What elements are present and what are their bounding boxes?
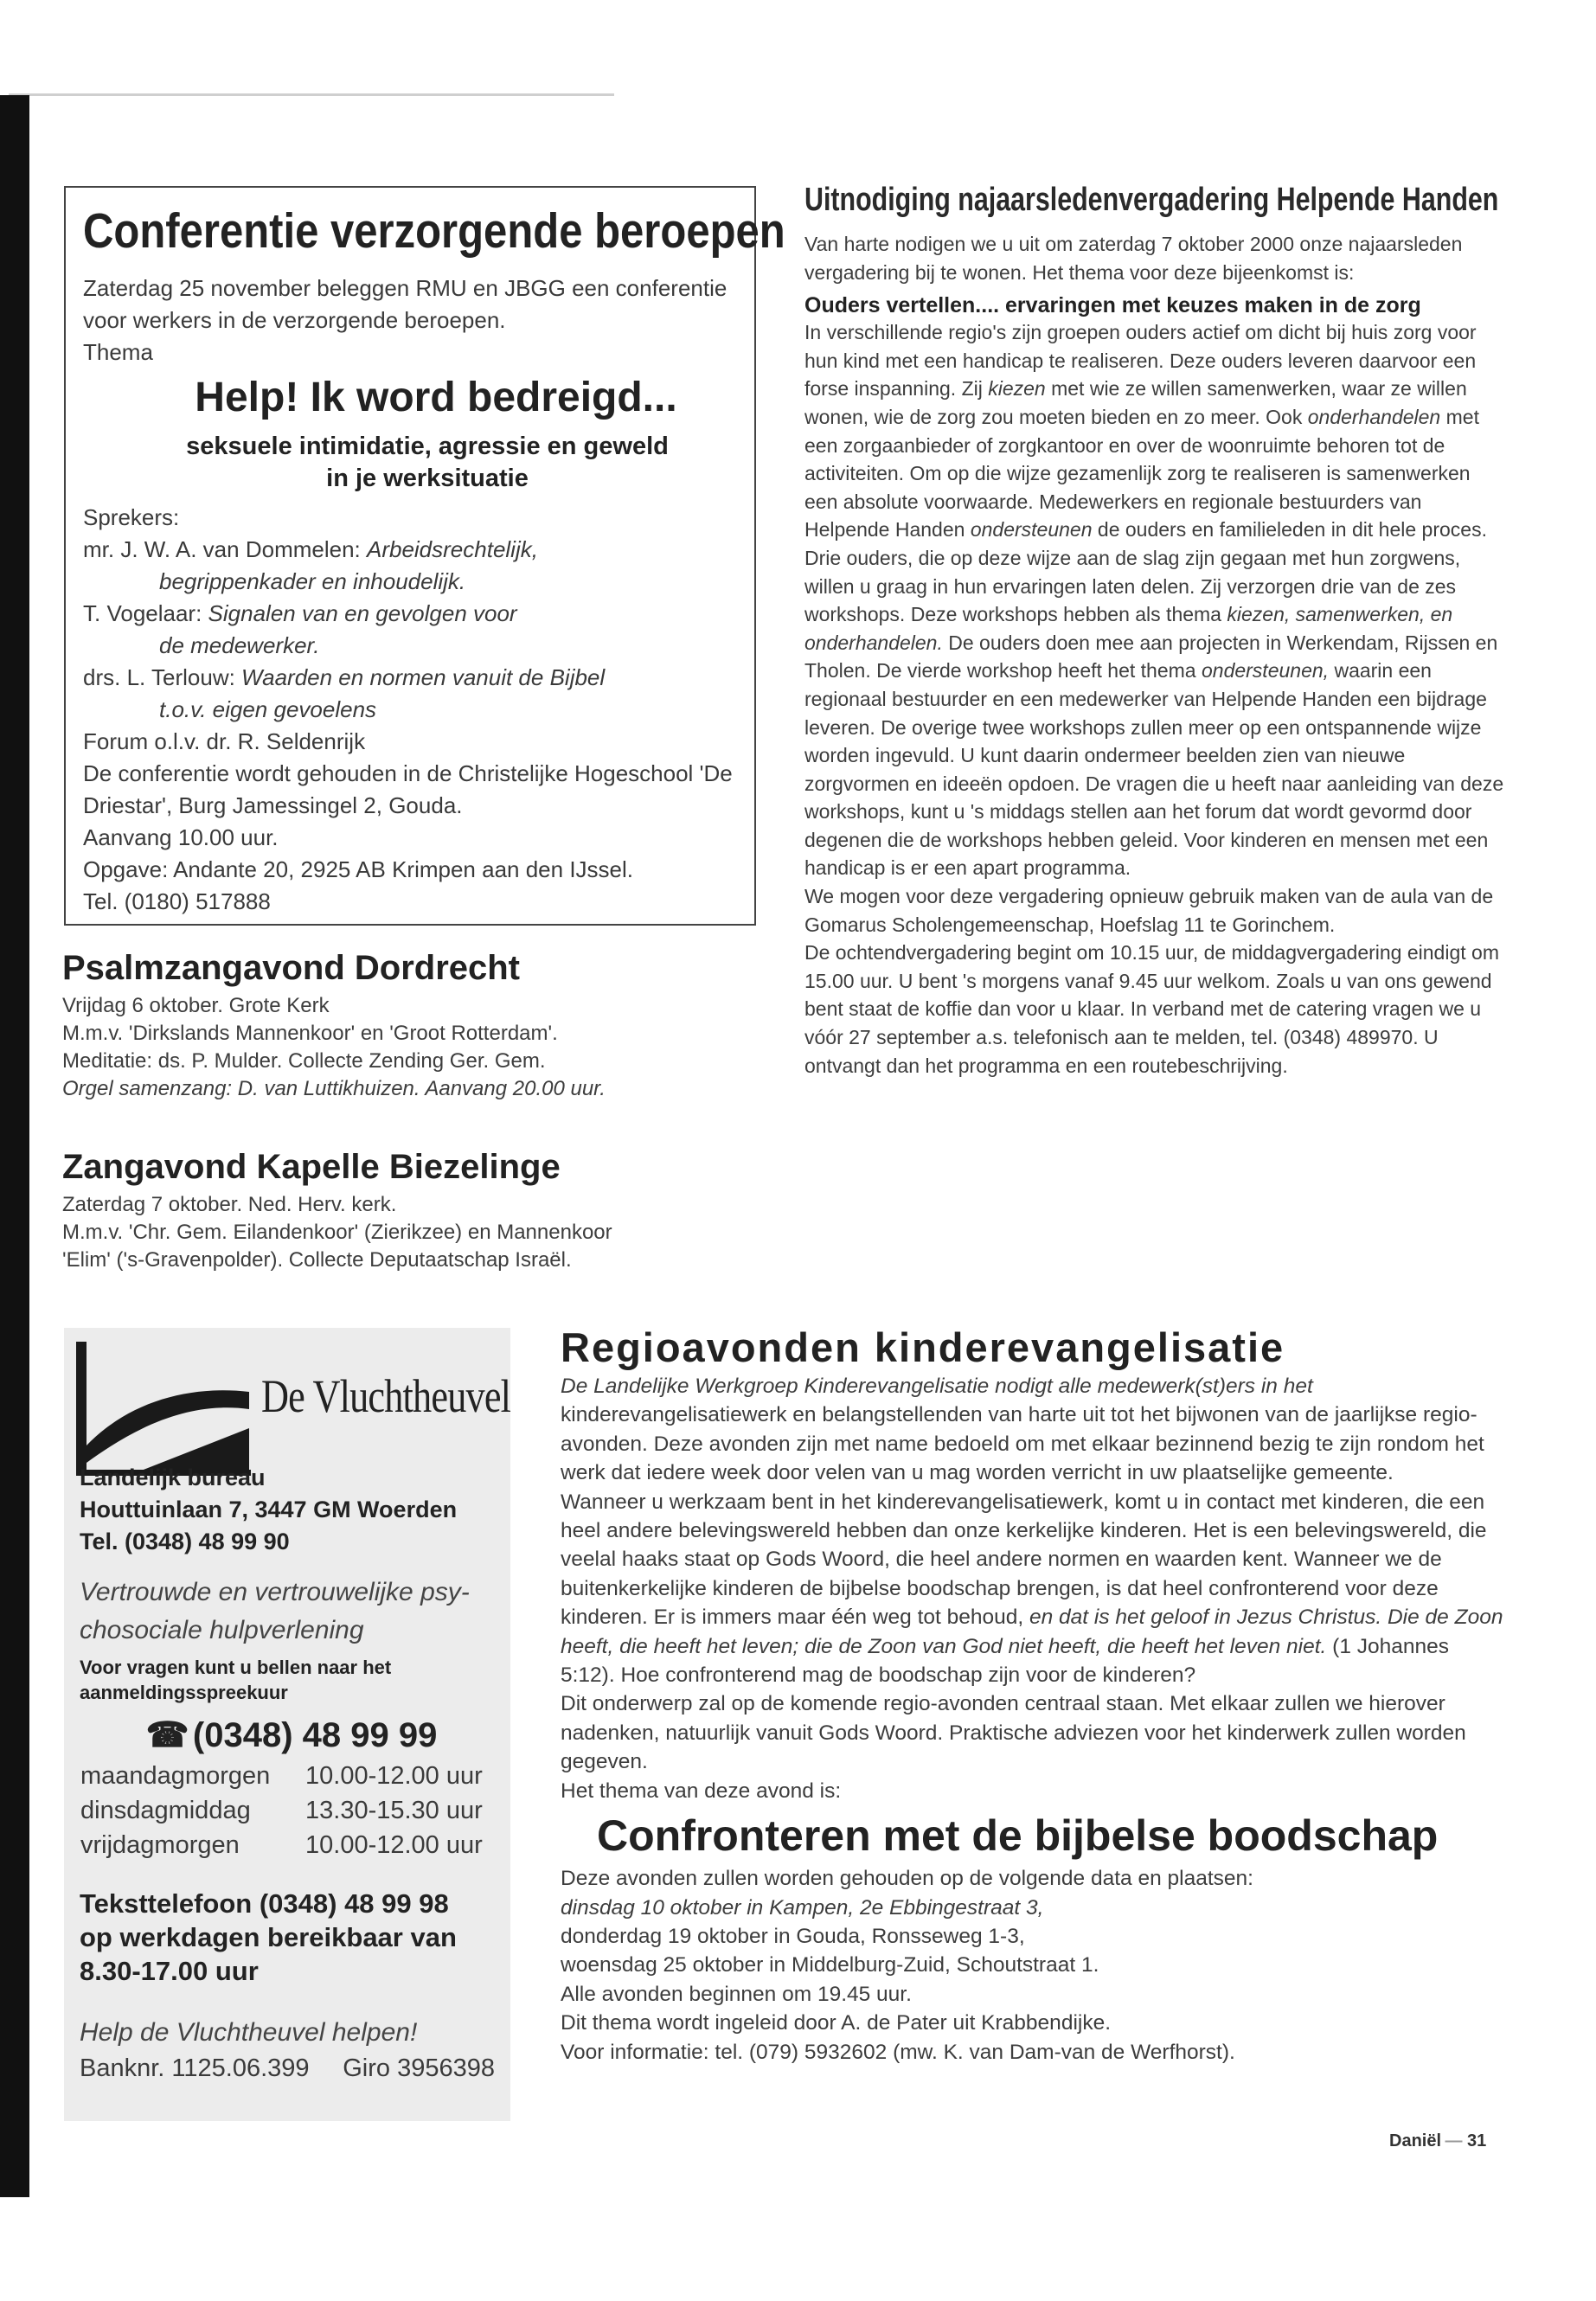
speaker-3 [83,662,737,694]
speaker-topic: Arbeidsrechtelijk, [366,536,538,562]
hours-time: 13.30-15.30 uur [305,1797,483,1824]
psalm-section [62,947,754,1103]
hours-time: 10.00-12.00 uur [305,1831,483,1859]
speaker-name: drs. L. Terlouw: [83,664,242,690]
regio-paragraph-4: Het thema van deze avond is: [561,1779,842,1803]
vluchtheuvel-tekst-3: 8.30-17.00 uur [80,1956,259,1986]
text-run: ondersteunen, [1201,659,1330,683]
hours-day: vrijdagmorgen [80,1831,240,1859]
speaker-1 [83,534,737,566]
conference-start: Aanvang 10.00 uur. [83,824,279,850]
psalm-line-3: Meditatie: ds. P. Mulder. Collecte Zending Ger. Gem. [62,1049,546,1073]
regio-dates-intro: Deze avonden zullen worden gehouden op de volgende data en plaatsen: [561,1867,1253,1891]
page-footer [1389,2131,1486,2151]
regio-title: Regioavonden kinderevangelisatie [561,1324,1285,1370]
regio-start: Alle avonden beginnen om 19.45 uur. [561,1982,912,2006]
text-run: kiezen [988,377,1046,401]
scan-edge-top [9,93,614,96]
vluchtheuvel-address: Houttuinlaan 7, 3447 GM Woerden [80,1497,458,1522]
regio-info: Voor informatie: tel. (079) 5932602 (mw. K. van Dam-van de Werfhorst). [561,2040,1235,2064]
vluchtheuvel-vragen: Voor vragen kunt u bellen naar het aanmeldingsspreekuur [80,1657,392,1703]
hours-time: 10.00-12.00 uur [305,1762,483,1790]
text-run: waarin een regionaal bestuurder en een medewerker van Helpende Handen een bijdrage leveren. De overige twee workshops zullen meer op een ontspannende wijze worden ingevuld. U kunt daarin ondermeer beelden zien van nieuwe zorgvormen en ideeën opdoen. De vragen die u heeft naar aanleiding van deze workshops, kunt u 's middags stellen aan het forum dat wordt gevormd door degenen die de workshops hebben geleid. Voor kinderen en mensen met een handicap is er een apart programma. [804,659,1504,880]
vluchtheuvel-bank-row [80,2052,495,2085]
regio-theme: Confronteren met de bijbelse boodschap [597,1811,1439,1861]
text-run: en dat is het geloof in Jezus Christus. Die de Zoon heeft, die heeft het leven; die de Zoon van God niet heeft, die heeft het leven niet. [561,1606,1503,1658]
table-row [80,1828,484,1862]
vluchtheuvel-box [64,1328,510,2121]
psalm-line-4: Orgel samenzang: D. van Luttikhuizen. Aanvang 20.00 uur. [62,1077,606,1100]
helpende-section [804,180,1505,1080]
table-row [80,1759,484,1793]
vluchtheuvel-tekst-1: Teksttelefoon (0348) 48 99 98 [80,1888,449,1919]
vluchtheuvel-content [80,1462,503,2085]
vluchtheuvel-bank: Banknr. 1125.06.399 [80,2054,310,2082]
scan-edge-left [0,95,29,2197]
regio-section [561,1324,1503,2067]
psalm-line-2: M.m.v. 'Dirkslands Mannenkoor' en 'Groot Rotterdam'. [62,1022,558,1045]
psalm-line-1: Vrijdag 6 oktober. Grote Kerk [62,994,330,1017]
text-run: met een zorgaanbieder of zorgkantoor en over de woonruimte behoren tot de activiteiten. Om op die wijze gezamenlijk zorg te realiseren is samenwerken een absolute voorwaarde. Medewerkers en regionale bestuurders van Helpende Handen [804,405,1479,542]
conference-headline: Help! Ik word bedreigd... [195,375,677,420]
speaker-name: mr. J. W. A. van Dommelen: [83,536,367,562]
page-number: 31 [1467,2131,1487,2150]
speaker-1-topic-cont: begrippenkader en inhoudelijk. [159,568,466,594]
vluchtheuvel-slogan-1: Vertrouwde en vertrouwelijke psy- [80,1578,470,1606]
vluchtheuvel-bureau: Landelijk bureau [80,1465,266,1490]
conference-intro: Zaterdag 25 november beleggen RMU en JBGG een conferentie voor werkers in de verzorgende beroepen. [83,275,727,333]
helpende-paragraph-4: De ochtendvergadering begint om 10.15 uur, de middagvergadering eindigt om 15.00 uur. U bent 's morgens vanaf 9.45 uur welkom. Zoals u van ons gewend bent staat de koffie dan voor u klaar. In verband met de catering vragen we u vóór 27 september a.s. telefonisch aan te melden, tel. (0348) 489970. U ontvangt dan het programma en een routebeschrijving. [804,941,1499,1077]
conference-location: De conferentie wordt gehouden in de Christelijke Hogeschool 'De Driestar', Burg Jamessingel 2, Gouda. [83,760,733,818]
hours-day: dinsdagmiddag [80,1797,251,1824]
helpende-intro: Van harte nodigen we u uit om zaterdag 7 oktober 2000 onze najaarsleden vergadering bij te wonen. Het thema voor deze bijeenkomst is: [804,233,1463,284]
conference-title: Conferentie verzorgende beroepen [83,203,785,259]
speaker-topic: Waarden en normen vanuit de Bijbel [241,664,606,690]
hours-table [80,1759,484,1862]
footer-separator: — [1445,2131,1468,2150]
text-run: kiezen, samenwerken, en onderhandelen. [804,603,1453,654]
psalm-title: Psalmzangavond Dordrecht [62,949,521,987]
hours-day: maandagmorgen [80,1762,271,1790]
kapelle-line-3: 'Elim' ('s-Gravenpolder). Collecte Deputaatschap Israël. [62,1248,572,1272]
regio-paragraph-3: Dit onderwerp zal op de komende regio-avonden centraal staan. Met elkaar zullen we hierover nadenken, natuurlijk vanuit Gods Woord. Praktische adviezen voor het kinderwerk zullen worden gegeven. [561,1692,1466,1774]
conference-thema-label: Thema [83,339,153,365]
text-run: onderhandelen [1307,405,1441,428]
conference-subheadline-1: seksuele intimidatie, agressie en geweld [186,433,669,460]
vluchtheuvel-phone-row [80,1715,503,1755]
speaker-topic: Signalen van en gevolgen voor [208,600,517,626]
conference-subheadline-2: in je werksituatie [326,465,529,492]
text-run: kinderevangelisatiewerk en belangstellenden van harte uit tot het bijwonen van de jaarlijkse regio-avonden. Deze avonden zijn met name bedoeld om met elkaar bezinnend bezig te zijn rondom het werk dat iedere week door velen van u mag worden verricht in uw plaatselijke gemeente. [561,1403,1484,1485]
conference-sprekers-label: Sprekers: [83,504,180,530]
helpende-paragraph-2 [804,544,1505,882]
vluchtheuvel-logo-mark [76,1342,266,1476]
vluchtheuvel-tekst-2: op werkdagen bereikbaar van [80,1922,457,1952]
conference-box [64,186,785,926]
regio-date-3: woensdag 25 oktober in Middelburg-Zuid, Schoutstraat 1. [561,1953,1099,1977]
kapelle-title: Zangavond Kapelle Biezelinge [62,1148,561,1186]
conference-opgave: Opgave: Andante 20, 2925 AB Krimpen aan den IJssel. [83,856,633,882]
vluchtheuvel-help: Help de Vluchtheuvel helpen! [80,2018,418,2047]
text-run: (1 Johannes 5:12). Hoe confronterend mag de boodschap zijn voor de kinderen? [561,1634,1450,1688]
regio-date-2: donderdag 19 oktober in Gouda, Ronsseweg 1-3, [561,1924,1025,1948]
conference-forum: Forum o.l.v. dr. R. Seldenrijk [83,728,366,754]
vluchtheuvel-name: De Vluchtheuvel [261,1370,511,1422]
helpende-title: Uitnodiging najaarsledenvergadering Helpende Handen [804,182,1499,218]
helpende-paragraph-1 [804,318,1505,544]
text-run: De ouders doen mee aan projecten in Werkendam, Rijssen en Tholen. De vierde workshop heeft het thema [804,631,1498,683]
vluchtheuvel-phone: (0348) 48 99 99 [192,1716,438,1754]
speaker-2-topic-cont: de medewerker. [159,632,320,658]
text-run: In verschillende regio's zijn groepen ouders actief om dicht bij huis zorg voor hun kind met een handicap te realiseren. Deze ouders leveren daarvoor een forse inspanning. Zij [804,321,1477,401]
text-run: met wie ze willen samenwerken, waar ze willen wonen, wie de zorg zou moeten bieden en zo meer. Ook [804,377,1467,428]
regio-intro-by: Dit thema wordt ingeleid door A. de Pater uit Krabbendijke. [561,2011,1112,2035]
vluchtheuvel-giro: Giro 3956398 [343,2054,495,2082]
text-run: De Landelijke Werkgroep Kinderevangelisatie nodigt alle medewerk(st)ers in het [561,1375,1313,1398]
text-run: de ouders en familieleden in dit hele proces. [1092,518,1487,542]
kapelle-section [62,1146,772,1274]
kapelle-line-2: M.m.v. 'Chr. Gem. Eilandenkoor' (Zierikzee) en Mannenkoor [62,1221,612,1244]
phone-icon: ☎ [145,1716,189,1754]
speaker-3-topic-cont: t.o.v. eigen gevoelens [159,696,377,722]
conference-tel: Tel. (0180) 517888 [83,888,271,914]
vluchtheuvel-tel: Tel. (0348) 48 99 90 [80,1529,290,1554]
text-run: Wanneer u werkzaam bent in het kinderevangelisatiewerk, komt u in contact met kinderen, die een heel andere belevingswereld hebben dan onze kerkelijke kinderen. Het is een belevingswereld, die veelal haaks staat op Gods Woord, die heel andere normen en waarden kent. Wanneer we de buitenkerkelijke kinderen de bijbelse boodschap brengen, is dat heel confronterend voor deze kinderen. Er is immers maar één weg tot behoud, [561,1490,1487,1630]
speaker-2 [83,598,737,630]
text-run: ondersteunen [970,518,1093,542]
kapelle-line-1: Zaterdag 7 oktober. Ned. Herv. kerk. [62,1193,397,1216]
speaker-name: T. Vogelaar: [83,600,208,626]
table-row [80,1793,484,1828]
regio-intro [561,1372,1503,1488]
vluchtheuvel-slogan-2: chosociale hulpverlening [80,1616,364,1644]
helpende-paragraph-3: We mogen voor deze vergadering opnieuw gebruik maken van de aula van de Gomarus Scholengemeenschap, Hoefslag 11 te Gorinchem. [804,885,1494,936]
regio-date-1: dinsdag 10 oktober in Kampen, 2e Ebbingestraat 3, [561,1895,1044,1920]
regio-paragraph-2 [561,1488,1503,1690]
text-run: Drie ouders, die op deze wijze aan de slag zijn gegaan met hun zorgwens, willen u graag in hun ervaringen laten delen. Zij verzorgen drie van de zes workshops. Deze workshops hebben als thema [804,546,1461,626]
helpende-subtitle: Ouders vertellen.... ervaringen met keuzes maken in de zorg [804,293,1421,318]
magazine-name: Daniël [1389,2131,1442,2150]
